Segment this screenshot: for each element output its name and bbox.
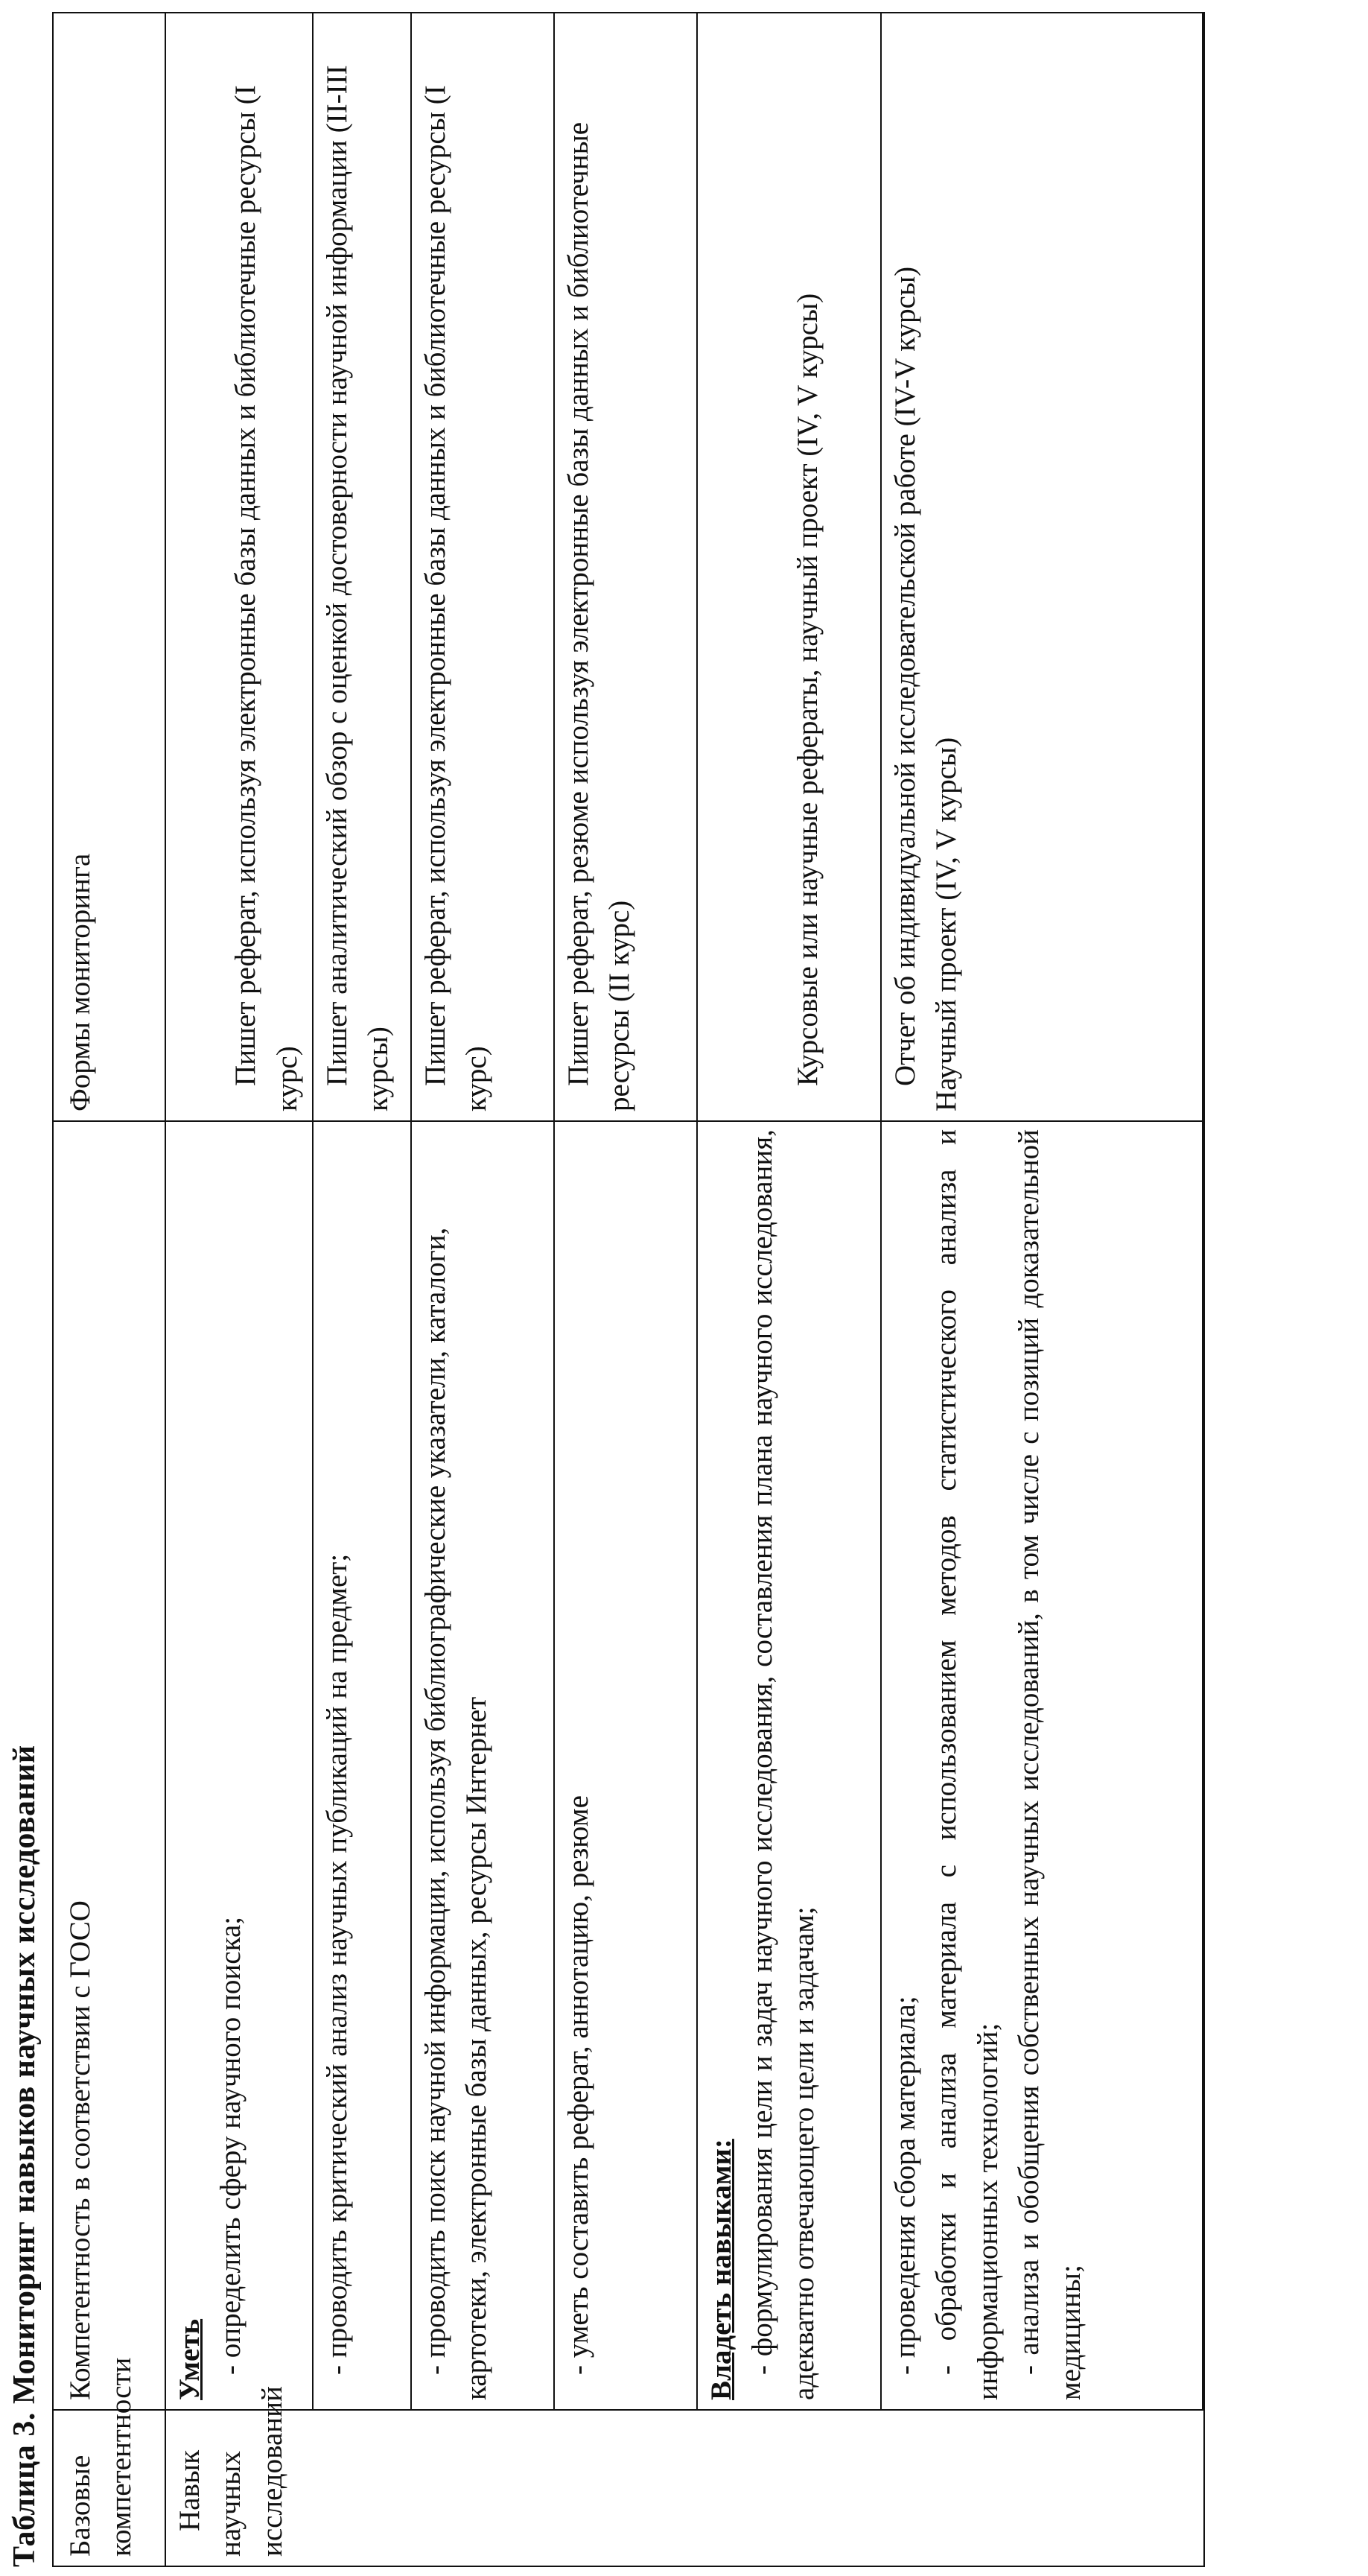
vlad-item-4: - анализа и обобщения собственных научных исследований, в том числе с позиций доказательной медицины; [1013, 1129, 1087, 2400]
form-4: Пишет реферат, резюме используя электронные базы данных и библиотечные ресурсы (II курс) [554, 13, 697, 1121]
table-caption: Таблица 3. Мониторинг навыков научных исследований [7, 1745, 42, 2567]
vlad-item-2: - проведения сбора материала; [889, 1996, 921, 2375]
vlad-item-3: - обработки и анализа материала с использованием методов статистического анализа и информационных технологий; [930, 1129, 1004, 2400]
umet-item-4: - уметь составить реферат, аннотацию, резюме [554, 1121, 697, 2410]
umet-title: Уметь [174, 2318, 206, 2400]
header-base-competences: Базовые компетентности [53, 2410, 165, 2566]
competence-cell: Навык научных исследований [165, 2410, 1204, 2566]
umet-cell-1 [165, 1121, 313, 2410]
form-6b: Научный проект (IV, V курсы) [930, 737, 963, 1111]
vlad-cell-2 [881, 1121, 1203, 2410]
umet-item-2: - проводить критический анализ научных публикаций на предмет; [313, 1121, 411, 2410]
table-row [554, 13, 697, 2566]
header-gos-competence: Компетентность в соответствии с ГОСО [53, 1121, 165, 2410]
vlad-item-1: - формулирования цели и задач научного исследования, составления плана научного исследования, адекватно отвечающего цели и задачам; [746, 1129, 820, 2400]
filler-cell [1203, 1121, 1204, 2410]
table-row [881, 13, 1203, 2566]
umet-item-1: - определить сферу научного поиска; [214, 1916, 247, 2375]
header-monitoring-forms: Формы мониторинга [53, 13, 165, 1121]
form-3: Пишет реферат, используя электронные базы данных и библиотечные ресурсы (I курс) [411, 13, 554, 1121]
vlad-title: Владеть навыками: [705, 2139, 737, 2400]
form-cell-1 [165, 13, 313, 1121]
monitoring-table [52, 12, 1205, 2567]
umet-item-3: - проводить поиск научной информации, используя библиографические указатели, каталоги, картотеки, электронные базы данных, ресурсы Интернет [411, 1121, 554, 2410]
table-header-row [53, 13, 165, 2566]
table-row [165, 13, 313, 2566]
filler-cell [1203, 13, 1204, 1121]
table-row [313, 13, 411, 2566]
form-6a: Отчет об индивидуальной исследовательской работе (IV-V курсы) [889, 266, 921, 1086]
form-1: Пишет реферат, используя электронные базы данных и библиотечные ресурсы (I курс) [229, 85, 303, 1111]
form-cell-6 [881, 13, 1203, 1121]
table-row [697, 13, 881, 2566]
form-2: Пишет аналитический обзор с оценкой достоверности научной информации (II-III курсы) [313, 13, 411, 1121]
form-5: Курсовые или научные рефераты, научный проект (IV, V курсы) [697, 13, 881, 1121]
table-row [411, 13, 554, 2566]
table-row [1203, 13, 1204, 2566]
vlad-cell-1 [697, 1121, 881, 2410]
